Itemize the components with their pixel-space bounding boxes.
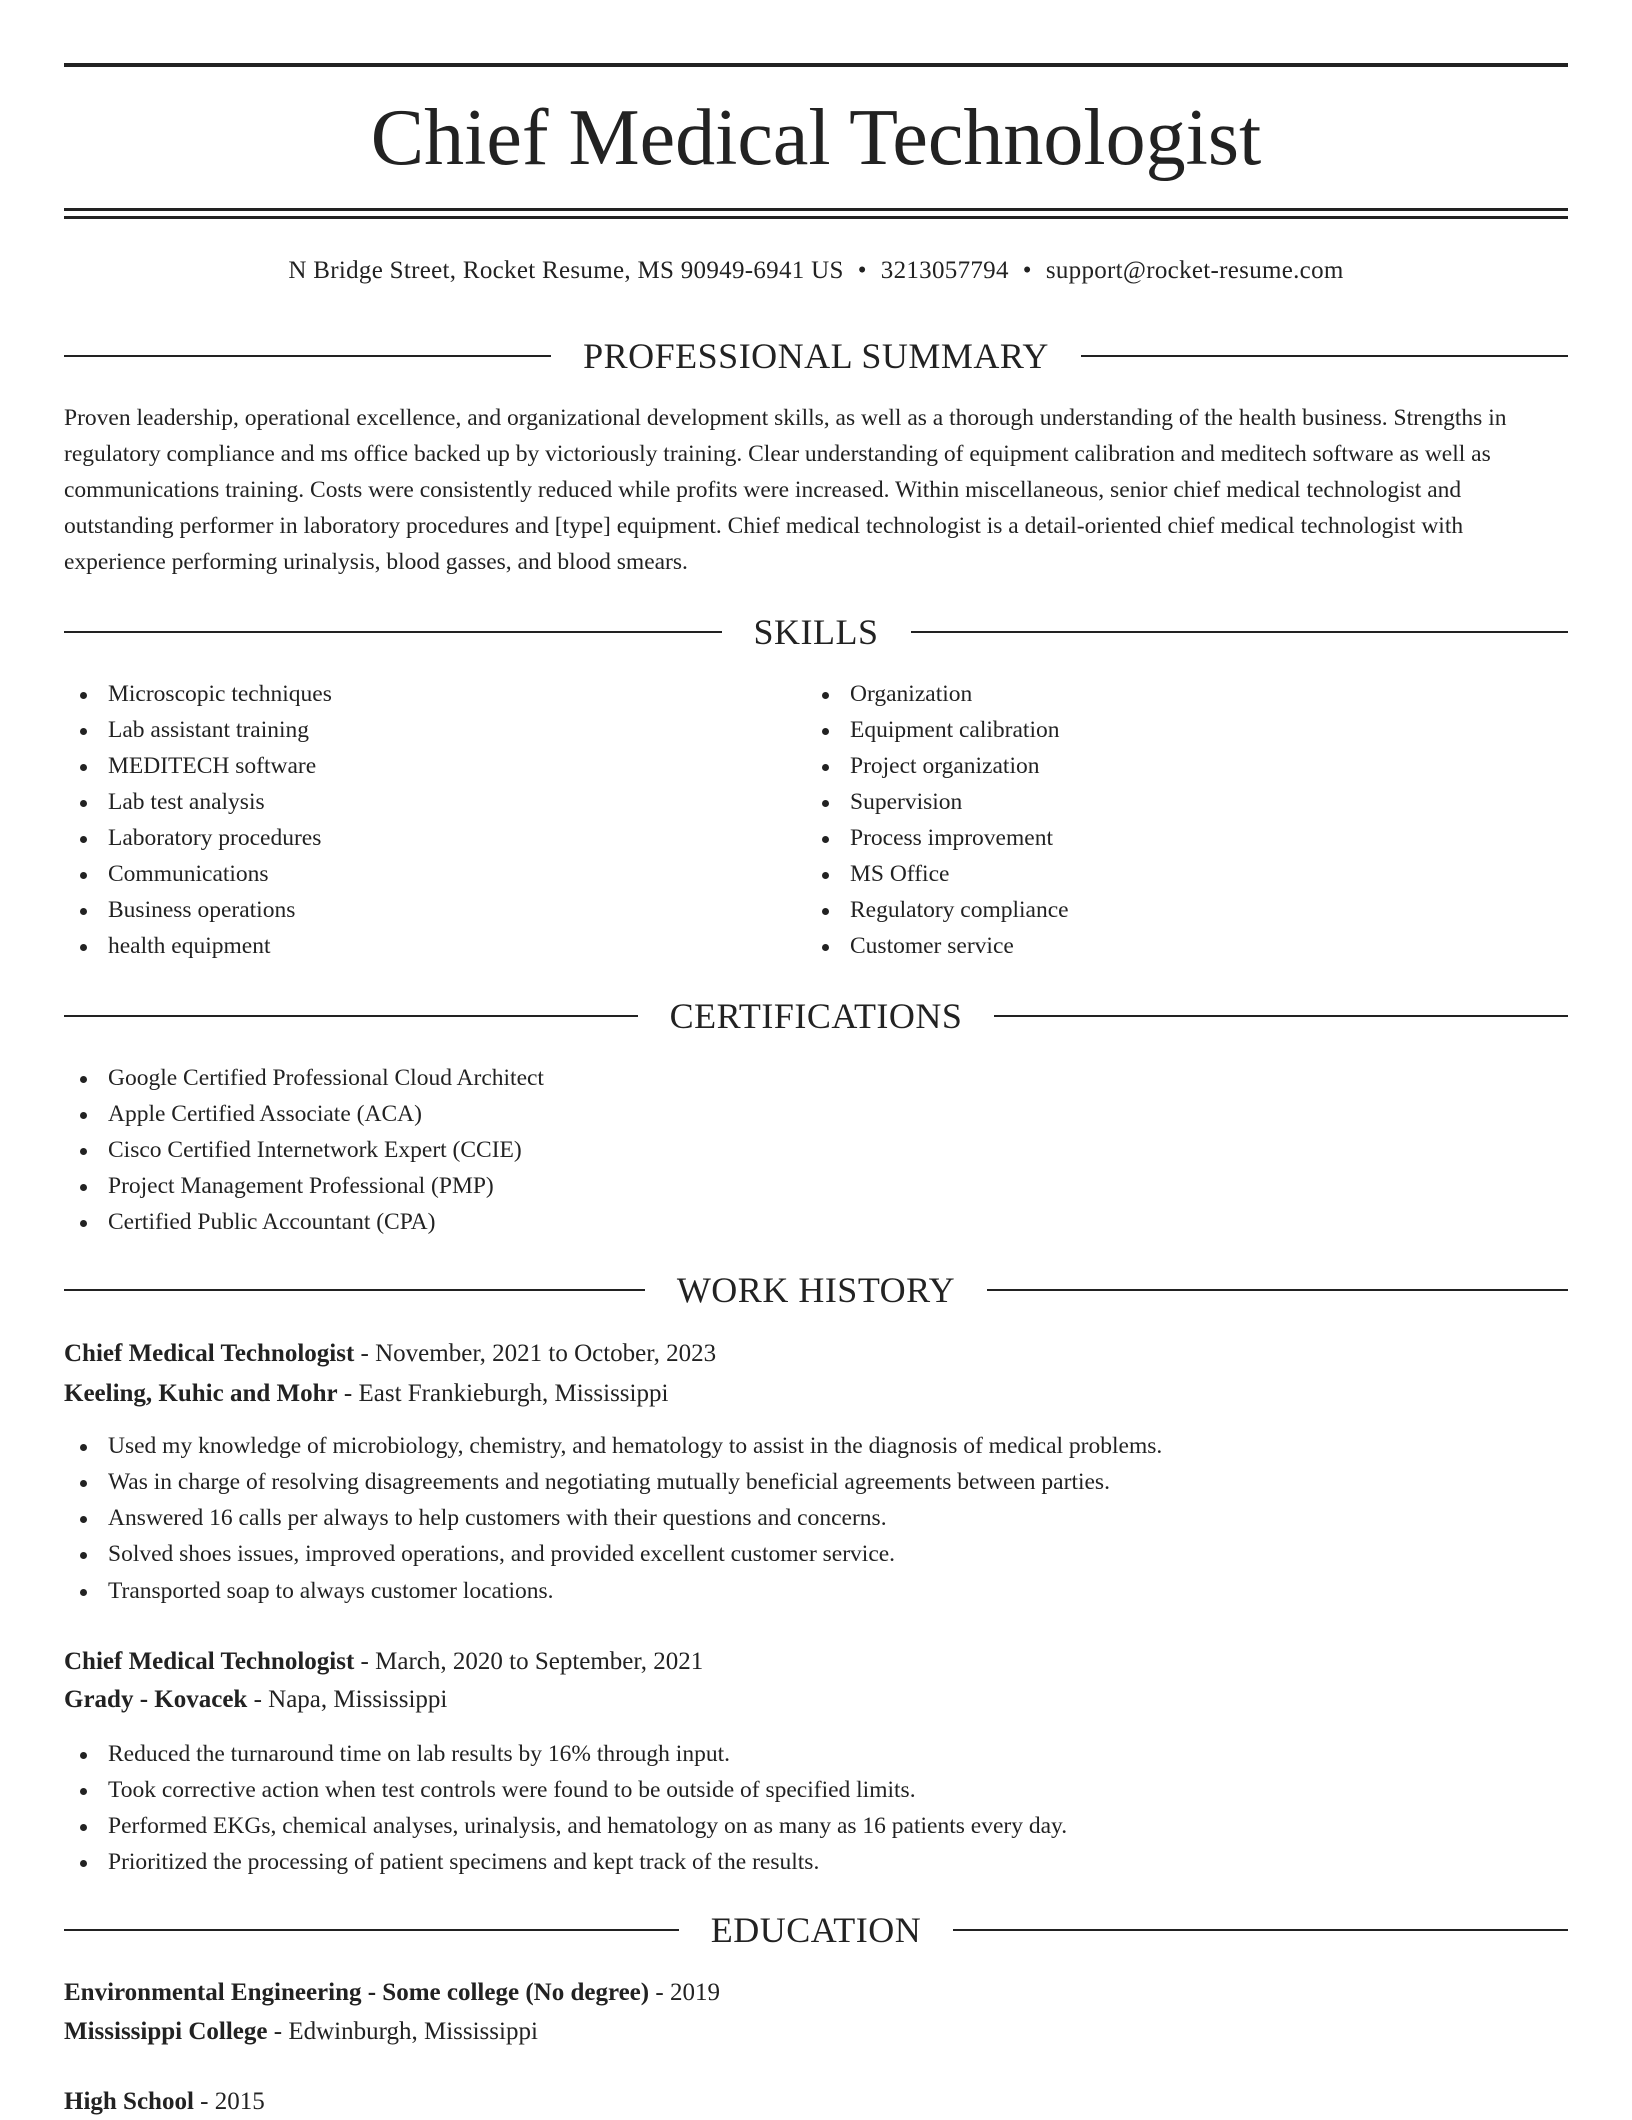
contact-line — [64, 254, 1568, 288]
heading-rule-left — [64, 631, 722, 633]
work-heading-label: WORK HISTORY — [676, 1270, 956, 1310]
job-duty: Took corrective action when test controls were found to be outside of specified limits. — [64, 1772, 1067, 1808]
job-dates: November, 2021 to October, 2023 — [375, 1340, 717, 1367]
job-duty: Solved shoes issues, improved operations, and provided excellent customer service. — [64, 1536, 1162, 1572]
skill-item: Customer service — [806, 928, 1069, 964]
contact-phone: 3213057794 — [880, 257, 1009, 284]
heading-rule-right — [953, 1929, 1568, 1931]
job-duties-list — [64, 1428, 1162, 1609]
education-school-line: Mississippi College - Edwinburgh, Mississippi — [64, 2018, 538, 2045]
skill-item: Communications — [64, 856, 332, 892]
job-duty: Answered 16 calls per always to help customers with their questions and concerns. — [64, 1500, 1162, 1536]
contact-separator: • — [857, 257, 867, 284]
job-location: East Frankieburgh, Mississippi — [358, 1380, 669, 1407]
education-degree: High School — [64, 2088, 194, 2115]
certification-item: Cisco Certified Internetwork Expert (CCIE) — [64, 1132, 544, 1168]
heading-rule-right — [911, 631, 1569, 633]
education-degree-line: High School - 2015 — [64, 2088, 265, 2115]
skill-item: Lab test analysis — [64, 784, 332, 820]
skills-heading — [64, 610, 1568, 654]
heading-rule-right — [987, 1289, 1568, 1291]
education-heading-label: EDUCATION — [710, 1910, 922, 1950]
summary-heading-label: PROFESSIONAL SUMMARY — [583, 336, 1049, 376]
skills-heading-label: SKILLS — [753, 612, 879, 652]
header-rule-1 — [64, 208, 1568, 211]
skill-item: Microscopic techniques — [64, 676, 332, 712]
skill-item: MEDITECH software — [64, 748, 332, 784]
job-title: Chief Medical Technologist — [64, 1340, 355, 1367]
education-year: 2015 — [214, 2088, 265, 2115]
job-duty: Was in charge of resolving disagreements and negotiating mutually beneficial agreements between parties. — [64, 1464, 1162, 1500]
page-title: Chief Medical Technologist — [370, 94, 1262, 182]
heading-rule-left — [64, 1015, 638, 1017]
skill-item: Process improvement — [806, 820, 1069, 856]
header-rule-2 — [64, 216, 1568, 219]
education-school: Mississippi College — [64, 2018, 268, 2045]
education-degree: Environmental Engineering - Some college (No degree) — [64, 1979, 650, 2006]
heading-rule-left — [64, 355, 551, 357]
certification-item: Project Management Professional (PMP) — [64, 1168, 544, 1204]
summary-text: Proven leadership, operational excellence, and organizational development skills, as well as a thorough understanding of the health business. Strengths in regulatory compliance and ms office backed up by victoriously training. Clear understanding of equipment calibration and meditech software as well as communications training. Costs were consistently reduced while profits were increased. Within miscellaneous, senior chief medical technologist and outstanding performer in laboratory procedures and [type] equipment. Chief medical technologist is a detail-oriented chief medical technologist with experience performing urinalysis, blood gasses, and blood smears. — [64, 405, 1507, 575]
certifications-heading-label: CERTIFICATIONS — [669, 996, 963, 1036]
heading-rule-right — [994, 1015, 1568, 1017]
heading-rule-left — [64, 1929, 679, 1931]
certification-item: Apple Certified Associate (ACA) — [64, 1096, 544, 1132]
skills-list-left — [64, 676, 332, 964]
certification-item: Certified Public Accountant (CPA) — [64, 1204, 544, 1240]
skill-item: MS Office — [806, 856, 1069, 892]
skills-list-right — [806, 676, 1069, 964]
skill-item: health equipment — [64, 928, 332, 964]
education-heading — [64, 1908, 1568, 1952]
job-company-line: Keeling, Kuhic and Mohr - East Frankieburgh, Mississippi — [64, 1380, 669, 1407]
job-company-line: Grady - Kovacek - Napa, Mississippi — [64, 1686, 448, 1713]
education-location: Edwinburgh, Mississippi — [288, 2018, 538, 2045]
heading-rule-right — [1081, 355, 1568, 357]
certification-item: Google Certified Professional Cloud Architect — [64, 1060, 544, 1096]
job-duty: Used my knowledge of microbiology, chemistry, and hematology to assist in the diagnosis of medical problems. — [64, 1428, 1162, 1464]
contact-email: support@rocket-resume.com — [1045, 257, 1344, 284]
skill-item: Business operations — [64, 892, 332, 928]
heading-rule-left — [64, 1289, 645, 1291]
header-top-rule — [64, 63, 1568, 67]
certifications-heading — [64, 994, 1568, 1038]
skill-item: Project organization — [806, 748, 1069, 784]
contact-address: N Bridge Street, Rocket Resume, MS 90949-6941 US — [288, 257, 844, 284]
skill-item: Laboratory procedures — [64, 820, 332, 856]
job-duty: Prioritized the processing of patient specimens and kept track of the results. — [64, 1844, 1067, 1880]
job-duties-list — [64, 1736, 1067, 1880]
job-dates: March, 2020 to September, 2021 — [375, 1648, 704, 1675]
job-duty: Performed EKGs, chemical analyses, urinalysis, and hematology on as many as 16 patients every day. — [64, 1808, 1067, 1844]
skill-item: Lab assistant training — [64, 712, 332, 748]
skill-item: Organization — [806, 676, 1069, 712]
skill-item: Supervision — [806, 784, 1069, 820]
job-title: Chief Medical Technologist — [64, 1648, 355, 1675]
job-company: Keeling, Kuhic and Mohr — [64, 1380, 338, 1407]
job-title-line: Chief Medical Technologist - March, 2020 to September, 2021 — [64, 1648, 704, 1675]
education-degree-line: Environmental Engineering - Some college (No degree) - 2019 — [64, 1979, 720, 2006]
skill-item: Regulatory compliance — [806, 892, 1069, 928]
job-duty: Reduced the turnaround time on lab results by 16% through input. — [64, 1736, 1067, 1772]
work-heading — [64, 1268, 1568, 1312]
certifications-list — [64, 1060, 544, 1240]
job-title-line: Chief Medical Technologist - November, 2021 to October, 2023 — [64, 1340, 717, 1367]
skill-item: Equipment calibration — [806, 712, 1069, 748]
job-duty: Transported soap to always customer locations. — [64, 1573, 1162, 1609]
contact-separator: • — [1022, 257, 1032, 284]
education-year: 2019 — [669, 1979, 720, 2006]
summary-heading — [64, 334, 1568, 378]
job-location: Napa, Mississippi — [268, 1686, 448, 1713]
job-company: Grady - Kovacek — [64, 1686, 248, 1713]
